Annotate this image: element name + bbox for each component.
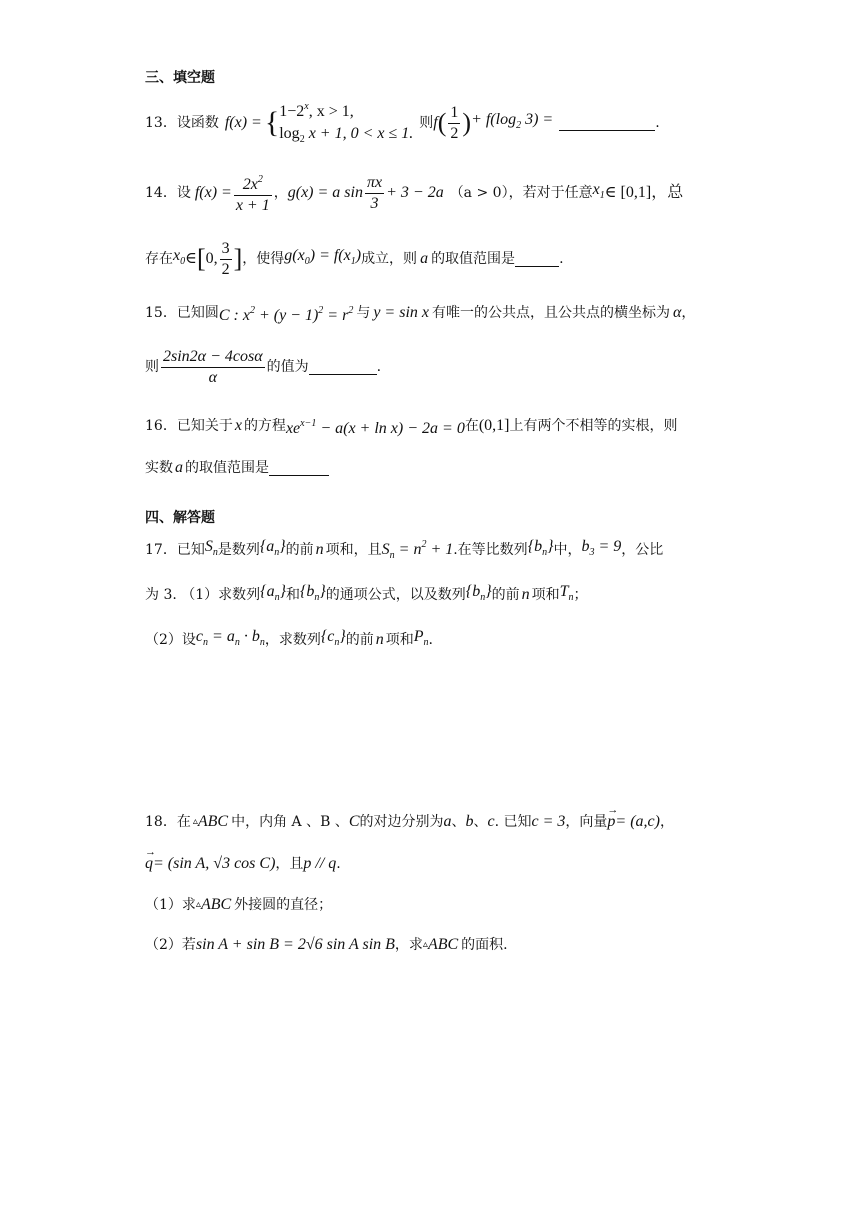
q13-period: .: [655, 115, 660, 131]
q14-holds: 成立，则: [361, 251, 418, 267]
q17-an-2: $\{a_n\}$: [260, 583, 286, 603]
q13-case2: $\log_2 x + 1$, 0 < x ≤ 1.: [279, 124, 414, 145]
q18-vector-q: → q: [145, 854, 153, 874]
q18-text2: 的对边分别为: [359, 814, 444, 830]
q18-c-eq: c = 3: [531, 813, 566, 830]
q18-text4: ，向量: [565, 814, 608, 830]
q17-sum-2: 项和: [385, 632, 414, 648]
q18-period: .: [336, 856, 341, 872]
section-heading-solve: 四、解答题: [145, 510, 215, 526]
q16-x: x: [234, 417, 242, 434]
q17-text3: 项和，且: [325, 542, 382, 558]
q17-n: n: [315, 541, 324, 558]
q15-value-is: 的值为: [266, 359, 309, 375]
question-18-line1: [145, 810, 674, 834]
q18-q-eq: = (sin A, √3 cos C): [153, 855, 276, 872]
q17-text6: ，公比: [621, 542, 664, 558]
q17-first: 的前: [491, 587, 520, 603]
q14-interval1: ∈ [0,1]，总: [604, 184, 684, 201]
q18-part2-find: ，求: [394, 937, 423, 953]
q15-fraction: $\frac{2\sin 2\alpha - 4\cos\alpha}{\alpha}$: [163, 347, 263, 386]
question-16-line1: [145, 414, 677, 438]
triangle-icon: ▵: [192, 816, 198, 827]
q13-number: 13．设函数: [145, 115, 219, 131]
q18-part2-text: 的面积.: [461, 937, 508, 953]
q17-find-sequence: ，求数列: [264, 632, 321, 648]
q18-b: b: [465, 813, 474, 830]
question-18-part1: [145, 893, 332, 917]
q18-part1-label: （1）求: [145, 897, 196, 913]
q15-period: .: [376, 359, 382, 375]
q14-period: .: [559, 251, 564, 267]
q17-period: .: [428, 632, 433, 648]
q14-answer-blank[interactable]: [515, 252, 559, 267]
q13-case1: $1-2^x$, x > 1,: [279, 100, 354, 120]
q17-part2-text: （2）设: [145, 632, 196, 648]
q17-b3: $b_3 = 9$: [581, 538, 622, 558]
q15-circle-eq: C : $x^2 + (y - 1)^2 = r^2$: [218, 304, 354, 324]
q18-sep1: 、: [451, 814, 466, 830]
question-15-line2: [145, 342, 381, 392]
question-16-line2: [145, 456, 329, 480]
q17-text2: 的前: [285, 542, 314, 558]
q17-n-2: n: [521, 586, 530, 603]
q18-part2-label: （2）若: [145, 937, 196, 953]
q18-parallel: p // q: [303, 855, 337, 872]
question-18-part2: [145, 933, 508, 957]
q18-part2-eq: sin A + sin B = 2√6 sin A sin B: [195, 936, 395, 953]
q16-real-number: 实数: [145, 460, 173, 476]
q18-vector-p: → p: [607, 812, 615, 832]
q14-in: ∈: [185, 250, 197, 267]
q14-rbracket: ]: [233, 244, 243, 273]
q14-lbracket: [: [196, 244, 206, 273]
q14-comma: ，: [273, 185, 288, 201]
q16-on: 在: [464, 418, 479, 434]
section-heading-fill-in: 三、填空题: [145, 70, 215, 86]
q17-Sn-eq: $S_n = n^2 + 1$: [381, 538, 454, 561]
question-14-line2: [145, 234, 564, 284]
question-18-line2: [145, 852, 341, 876]
q17-sum: 项和: [531, 587, 560, 603]
q17-text5: 中，: [553, 542, 582, 558]
q18-part1-text: 外接圆的直径；: [234, 897, 333, 913]
q14-g-lhs: g(x) = a sin: [287, 184, 363, 201]
triangle-icon: ▵: [422, 939, 428, 950]
q16-interval: (0,1]: [478, 417, 510, 434]
q18-text1: 中，内角 A 、B 、: [231, 814, 349, 830]
q13-answer-blank[interactable]: [559, 116, 655, 131]
q17-S: $S_n$: [204, 538, 218, 558]
q17-bn: $\{b_n\}$: [527, 538, 554, 558]
q16-number: 16．已知关于: [145, 418, 233, 434]
q18-abc-3: ABC: [427, 936, 459, 953]
q17-first-2: 的前: [345, 632, 374, 648]
q17-and: 和: [285, 587, 300, 603]
q14-f-fraction: $\frac{2x^2}{x + 1}$: [234, 170, 272, 216]
q16-range-is: 的取值范围是: [185, 460, 269, 476]
q17-general-formula: 的通项公式，以及数列: [325, 587, 466, 603]
q18-a: a: [443, 813, 452, 830]
q15-comma: ，: [681, 305, 696, 321]
q18-abc-2: ABC: [200, 896, 232, 913]
q13-half-fraction: $\frac{1}{2}$: [450, 103, 459, 142]
q17-text4: .在等比数列: [453, 542, 528, 558]
q17-part1-text: 为 3. （1）求数列: [145, 587, 261, 603]
q15-and: 与: [356, 305, 371, 321]
question-15-line1: [145, 301, 695, 325]
q18-abc: ABC: [197, 813, 229, 830]
question-17-line3: [145, 628, 433, 652]
question-17-line2: [145, 583, 588, 607]
q13-f-def: f(x) =: [224, 114, 262, 131]
q13-log-term: + $f(\log_2$ 3) =: [471, 111, 554, 131]
q16-equation: $xe^{x-1} - a(x + \ln x) - 2a = 0$: [285, 417, 465, 437]
question-17-line1: [145, 538, 663, 562]
q14-condition: （a > 0），若对于任意: [449, 185, 593, 201]
q18-text5: ，且: [275, 856, 304, 872]
q13-cases: [279, 96, 413, 151]
q13-brace: {: [264, 106, 280, 139]
q14-x1: $x_1$: [592, 181, 605, 201]
q17-Pn: $P_n$: [413, 628, 429, 648]
q18-c: c: [487, 813, 495, 830]
q15-alpha: α: [673, 304, 682, 321]
q17-text1: 是数列: [217, 542, 260, 558]
q14-x0: $x_0$: [173, 247, 186, 267]
q16-rest: 上有两个不相等的实根，则: [509, 418, 678, 434]
q13-f: f: [433, 114, 438, 131]
q16-a: a: [175, 459, 183, 476]
q15-sine: y = sin x: [373, 304, 429, 321]
q17-Tn: $T_n$: [559, 583, 574, 603]
q14-number: 14．设: [145, 185, 191, 201]
q15-number: 15．已知圆: [145, 305, 219, 321]
q15-then: 则: [145, 359, 159, 375]
q17-n-3: n: [375, 631, 384, 648]
q13-rparen: ): [462, 108, 472, 137]
q17-cn-def: $c_n = a_n \cdot b_n$: [195, 628, 265, 648]
q15-answer-blank[interactable]: [309, 360, 377, 375]
q14-g-fraction: $\frac{\pi x}{3}$: [366, 173, 383, 212]
q14-exists: 存在: [145, 251, 173, 267]
q18-C: C: [348, 813, 360, 830]
q18-p-eq: = (a,c): [615, 813, 660, 830]
q14-such-that: ，使得: [242, 251, 285, 267]
q16-equation-label: 的方程: [243, 418, 286, 434]
question-13: [145, 98, 660, 148]
q13-then: 则: [419, 115, 434, 131]
question-14-line1: [145, 168, 683, 218]
q18-number: 18．在: [145, 814, 191, 830]
q13-lparen: (: [437, 108, 447, 137]
q18-sep2: 、: [473, 814, 488, 830]
q18-comma: ，: [659, 814, 674, 830]
triangle-icon: ▵: [195, 899, 201, 910]
q17-semicolon: ；: [573, 587, 588, 603]
q14-range-is: 的取值范围是: [431, 251, 516, 267]
q17-bn-3: $\{b_n\}$: [465, 583, 492, 603]
q14-int-start: 0,: [205, 250, 218, 267]
q17-cn-set: $\{c_n\}$: [320, 628, 346, 648]
q14-equation: $g(x_0) = f(x_1)$: [284, 247, 362, 267]
q18-text3: . 已知: [494, 814, 532, 830]
q15-rest: 有唯一的公共点，且公共点的横坐标为: [432, 305, 670, 321]
q17-number: 17．已知: [145, 542, 205, 558]
q16-answer-blank[interactable]: [269, 461, 329, 476]
q17-bn-2: $\{b_n\}$: [299, 583, 326, 603]
q14-a: a: [420, 250, 429, 267]
q14-g-tail: + 3 − 2a: [386, 184, 444, 201]
q14-int-fraction: $\frac{3}{2}$: [221, 239, 230, 278]
q14-f-lhs: f(x) =: [194, 184, 232, 201]
q17-an: $\{a_n\}$: [259, 538, 286, 558]
